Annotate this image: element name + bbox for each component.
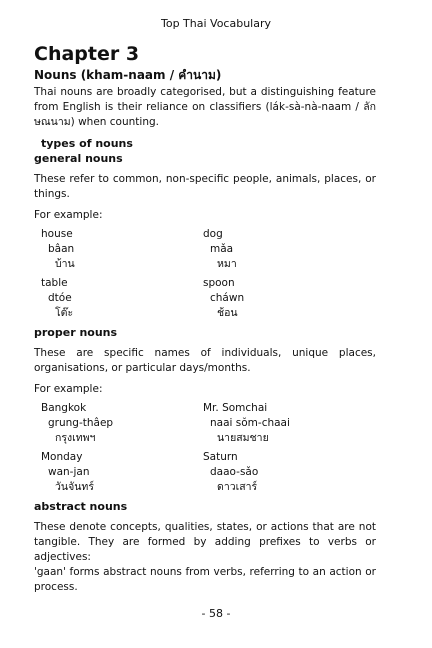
- example-thai: โต๊ะ: [55, 307, 74, 319]
- example-english: Monday: [41, 451, 83, 463]
- abstract-nouns-heading: abstract nouns: [34, 500, 128, 513]
- general-nouns-text: These refer to common, non-specific people, animals, places, or things.: [34, 173, 376, 200]
- example-thai: ช้อน: [217, 307, 238, 319]
- example-thai: กรุงเทพฯ: [55, 432, 96, 444]
- example-thai: ดาวเสาร์: [217, 481, 258, 493]
- example-transliteration: naai sŏm-chaai: [210, 417, 290, 429]
- example-thai: บ้าน: [55, 258, 75, 270]
- example-entry: [41, 401, 203, 446]
- page-content: [34, 42, 376, 595]
- example-transliteration: daao-sǎo: [210, 466, 259, 478]
- example-transliteration: grung-thâep: [48, 417, 114, 429]
- example-english: spoon: [203, 277, 235, 289]
- general-examples: [41, 227, 376, 321]
- example-english: house: [41, 228, 73, 240]
- example-english: Bangkok: [41, 402, 87, 414]
- example-english: Saturn: [203, 451, 238, 463]
- example-entry: [41, 450, 203, 495]
- example-transliteration: bâan: [48, 243, 75, 255]
- proper-nouns-heading: proper nouns: [34, 326, 118, 339]
- proper-example-label: For example:: [34, 383, 103, 395]
- example-english: table: [41, 277, 68, 289]
- intro-paragraph: Thai nouns are broadly categorised, but a distinguishing feature from English is their reliance on classifiers (lák-sà-nà-naam / ลักษณนาม) when counting.: [34, 86, 376, 128]
- proper-examples: [41, 401, 376, 495]
- abstract-gaan-text: 'gaan' forms abstract nouns from verbs, referring to an action or process.: [34, 566, 376, 593]
- example-thai: นายสมชาย: [217, 432, 269, 444]
- example-transliteration: mǎa: [210, 243, 234, 255]
- example-english: dog: [203, 228, 223, 240]
- example-english: Mr. Somchai: [203, 402, 268, 414]
- example-entry: [203, 276, 383, 321]
- general-example-label: For example:: [34, 209, 103, 221]
- example-transliteration: wan-jan: [48, 466, 90, 478]
- page-number: - 58 -: [201, 607, 231, 620]
- example-entry: [203, 227, 383, 272]
- example-entry: [41, 227, 203, 272]
- example-transliteration: dtóe: [48, 292, 72, 304]
- example-entry: [203, 401, 383, 446]
- example-thai: หมา: [217, 258, 237, 270]
- example-entry: [203, 450, 383, 495]
- example-thai: วันจันทร์: [55, 481, 94, 493]
- section-title: Nouns (kham-naam / คำนาม): [34, 68, 222, 82]
- example-transliteration: cháwn: [210, 292, 245, 304]
- types-heading: types of nouns: [41, 137, 133, 150]
- running-header: Top Thai Vocabulary: [160, 17, 272, 30]
- proper-nouns-text: These are specific names of individuals, unique places, organisations, or particular days/months.: [34, 347, 376, 374]
- chapter-title: Chapter 3: [34, 43, 140, 65]
- general-nouns-heading: general nouns: [34, 152, 123, 165]
- abstract-nouns-text: These denote concepts, qualities, states, or actions that are not tangible. They are formed by adding prefixes to verbs or adjectives:: [34, 521, 376, 563]
- example-entry: [41, 276, 203, 321]
